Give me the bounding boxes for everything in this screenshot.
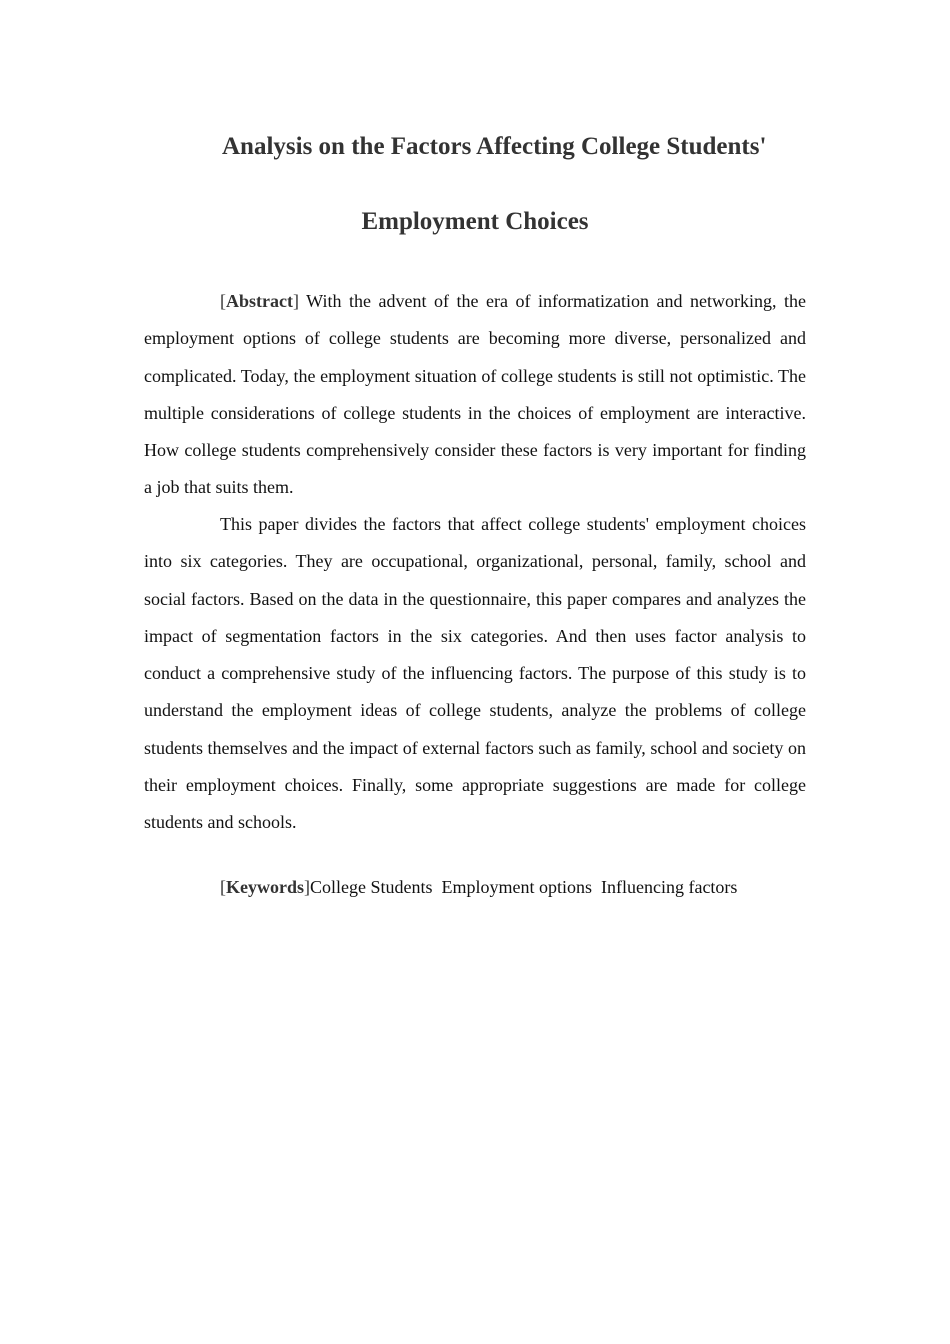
keywords-open-bracket: [	[220, 877, 226, 897]
abstract-close-bracket: ]	[292, 291, 299, 311]
abstract-paragraph-1-text: With the advent of the era of informatization and networking, the employment options of college students are becoming more diverse, personalized and complicated. Today, the employment situation of college students is still not optimistic. The multiple considerations of college students in the choices of employment are interactive. How college students comprehensively consider these factors is very important for finding a job that suits them.	[144, 291, 806, 498]
abstract-paragraph-1	[144, 283, 806, 507]
keywords-close-bracket: ]	[304, 877, 310, 897]
paper-title-line-1: Analysis on the Factors Affecting College Students'	[222, 133, 767, 160]
keywords-label: Keywords	[226, 877, 304, 897]
keywords-text: College Students Employment options Influencing factors	[310, 877, 738, 897]
paper-title-line-2: Employment Choices	[361, 208, 589, 235]
abstract-paragraph-2: This paper divides the factors that affect college students' employment choices into six categories. They are occupational, organizational, personal, family, school and social factors. Based on the data in the questionnaire, this paper compares and analyzes the impact of segmentation factors in the six categories. And then uses factor analysis to conduct a comprehensive study of the influencing factors. The purpose of this study is to understand the employment ideas of college students, analyze the problems of college students themselves and the impact of external factors such as family, school and society on their employment choices. Finally, some appropriate suggestions are made for college students and schools.	[144, 514, 806, 833]
keywords-line	[220, 877, 737, 898]
abstract-open-bracket: [	[220, 291, 226, 311]
abstract-label: Abstract	[226, 291, 293, 311]
